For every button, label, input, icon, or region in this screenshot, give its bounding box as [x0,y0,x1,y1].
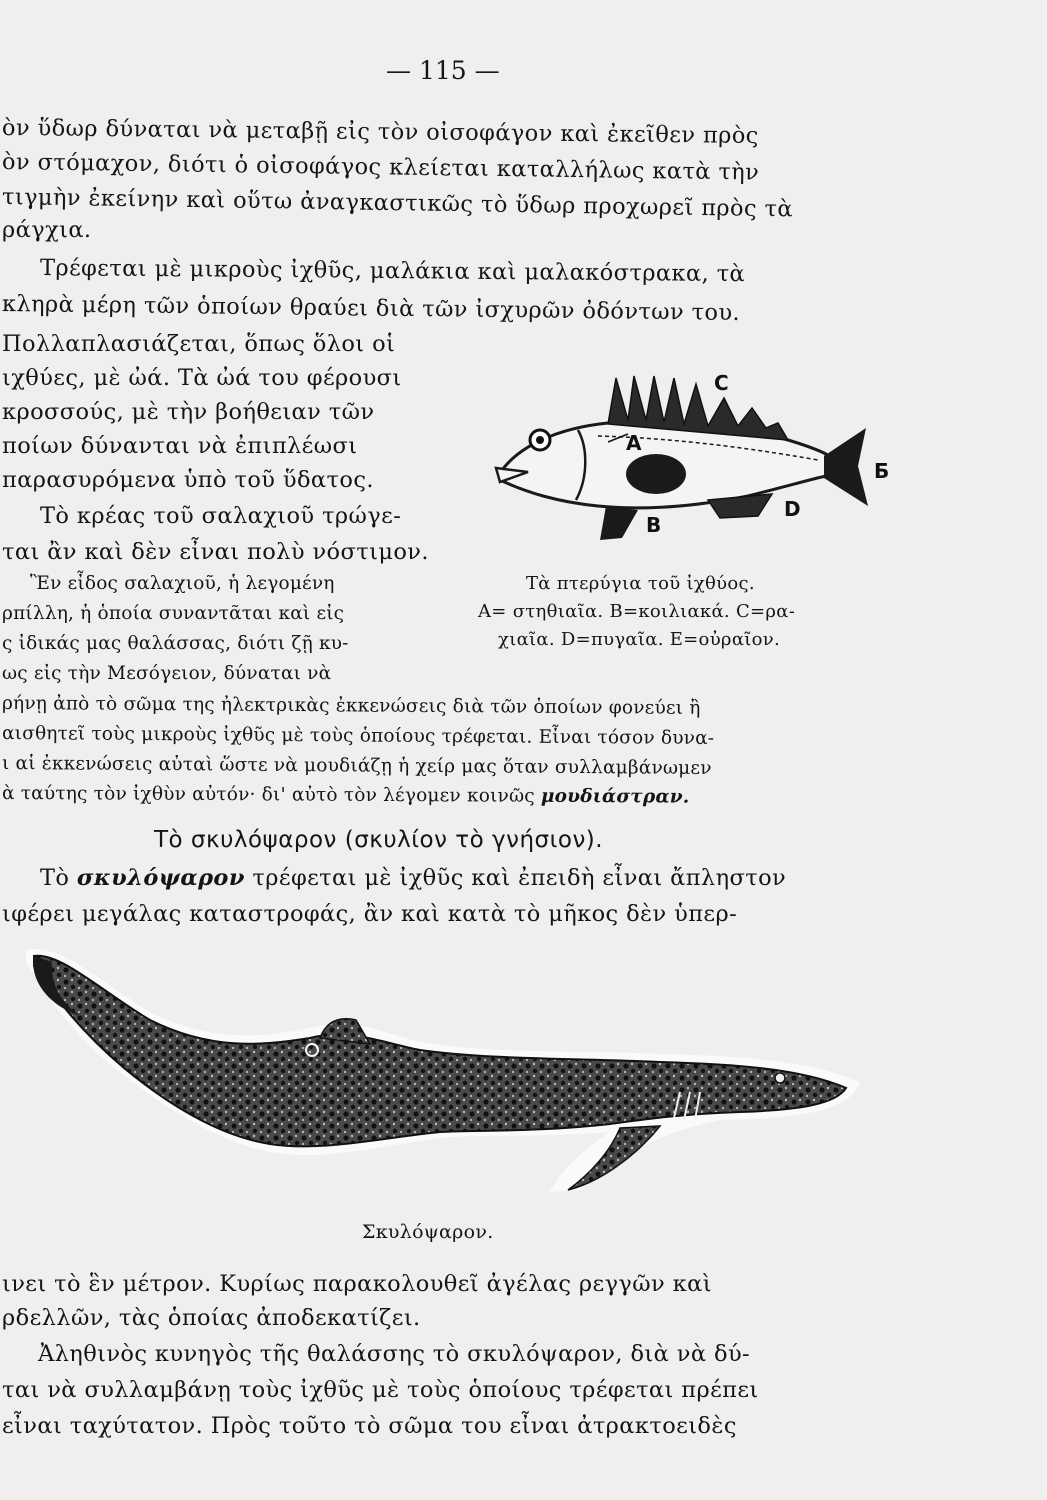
label-b: B [646,513,662,537]
page-number: — 115 — [386,56,500,85]
text-line: Πολλαπλασιάζεται, ὅπως ὅλοι οἱ [2,331,396,357]
fish-caption-line: A= στηθιαῖα. B=κοιλιακά. C=ρα- [478,601,796,622]
text-line: Ἓν εἶδος σαλαχιοῦ, ἡ λεγομένη [30,573,335,594]
text-line: ρπίλλη, ἡ ὁποία συναντᾶται καὶ εἰς [2,603,345,624]
text-line: ται ἂν καὶ δὲν εἶναι πολὺ νόστιμον. [2,539,429,565]
fish-fins-illustration [488,368,908,548]
text-line: αισθητεῖ τοὺς μικροὺς ἰχθῦς μὲ τοὺς ὁποίους τρέφεται. Εἶναι τόσον δυνα- [1,723,715,749]
text-line: Ἀληθινὸς κυνηγὸς τῆς θαλάσσης τὸ σκυλόψαρον, διὰ νὰ δύ- [38,1341,751,1367]
label-d: D [784,497,801,521]
label-c: C [714,371,729,395]
text-line: Τὸ κρέας τοῦ σαλαχιοῦ τρώγε- [40,503,402,529]
text-line: παρασυρόμενα ὑπὸ τοῦ ὕδατος. [2,467,374,493]
text-line: εἶναι ταχύτατον. Πρὸς τοῦτο τὸ σῶμα του εἶναι ἀτρακτοειδὲς [2,1413,737,1439]
text-line: ιχθύες, μὲ ὠά. Τὰ ὠά του φέρουσι [2,365,402,391]
term-moudiastra: μουδιάστραν. [540,785,690,808]
text-run: τρέφεται μὲ ἰχθῦς καὶ ἐπειδὴ εἶναι ἄπληστον [252,865,787,891]
text-line [40,864,786,892]
term-skylopsaron: σκυλόψαρον [76,865,245,891]
fish-caption-line: Τὰ πτερύγια τοῦ ἰχθύος. [526,573,755,594]
shark-illustration [20,942,870,1202]
text-line: κροσσούς, μὲ τὴν βοήθειαν τῶν [2,399,375,425]
text-line: ὸν ὕδωρ δύναται νὰ μεταβῇ εἰς τὸν οἰσοφάγον καὶ ἐκεῖθεν πρὸς [1,115,759,149]
text-line: ως εἰς τὴν Μεσόγειον, δύναται νὰ [2,663,332,684]
shark-caption: Σκυλόψαρον. [362,1221,494,1243]
text-line: ι αἱ ἐκκενώσεις αὐταὶ ὥστε νὰ μουδιάζῃ ἡ χείρ μας ὅταν συλλαμβάνωμεν [1,753,712,779]
text-line: ὸν στόμαχον, διότι ὁ οἰσοφάγος κλείεται καταλλήλως κατὰ τὴν [1,149,760,186]
text-line: ποίων δύνανται νὰ ἐπιπλέωσι [2,433,358,459]
pectoral-fin [626,454,686,494]
label-a: A [626,431,642,455]
section-heading: Τὸ σκυλόψαρον (σκυλίον τὸ γνήσιον). [154,827,604,853]
text-line [2,782,690,810]
caudal-fin [824,428,868,506]
text-line: ιφέρει μεγάλας καταστροφάς, ἂν καὶ κατὰ τὸ μῆκος δὲν ὑπερ- [2,901,738,927]
text-line: κληρὰ μέρη τῶν ὁποίων θραύει διὰ τῶν ἰσχυρῶν ὀδόντων του. [1,291,741,327]
pelvic-fin [600,506,638,540]
fish-caption-line: χιαῖα. D=πυγαῖα. E=οὐραῖον. [498,629,781,650]
text-line: ρδελλῶν, τὰς ὁποίας ἀποδεκατίζει. [2,1305,421,1331]
shark-eye [775,1073,785,1083]
text-run: Τὸ [40,865,70,891]
text-line: ται νὰ συλλαμβάνῃ τοὺς ἰχθῦς μὲ τοὺς ὁποίους τρέφεται πρέπει [2,1377,759,1403]
text-line: ινει τὸ ἓν μέτρον. Κυρίως παρακολουθεῖ ἀγέλας ρεγγῶν καὶ [2,1271,712,1297]
text-line: Τρέφεται μὲ μικροὺς ἰχθῦς, μαλάκια καὶ μαλακόστρακα, τὰ [39,255,746,288]
text-line: τιγμὴν ἐκείνην καὶ οὕτω ἀναγκαστικῶς τὸ ὕδωρ προχωρεῖ πρὸς τὰ [1,184,794,223]
text-run: ὰ ταύτης τὸν ἰχθὺν αὐτόν· δι' αὐτὸ τὸν λέγομεν κοινῶς [1,783,535,807]
text-line: ς ἰδικάς μας θαλάσσας, διότι ζῇ κυ- [2,633,349,654]
text-line: ρήνῃ ἀπὸ τὸ σῶμα της ἠλεκτρικὰς ἐκκενώσεις διὰ τῶν ὁποίων φονεύει ἢ [1,693,701,719]
text-line: ράγχια. [2,217,92,243]
label-e: Б [874,459,890,483]
